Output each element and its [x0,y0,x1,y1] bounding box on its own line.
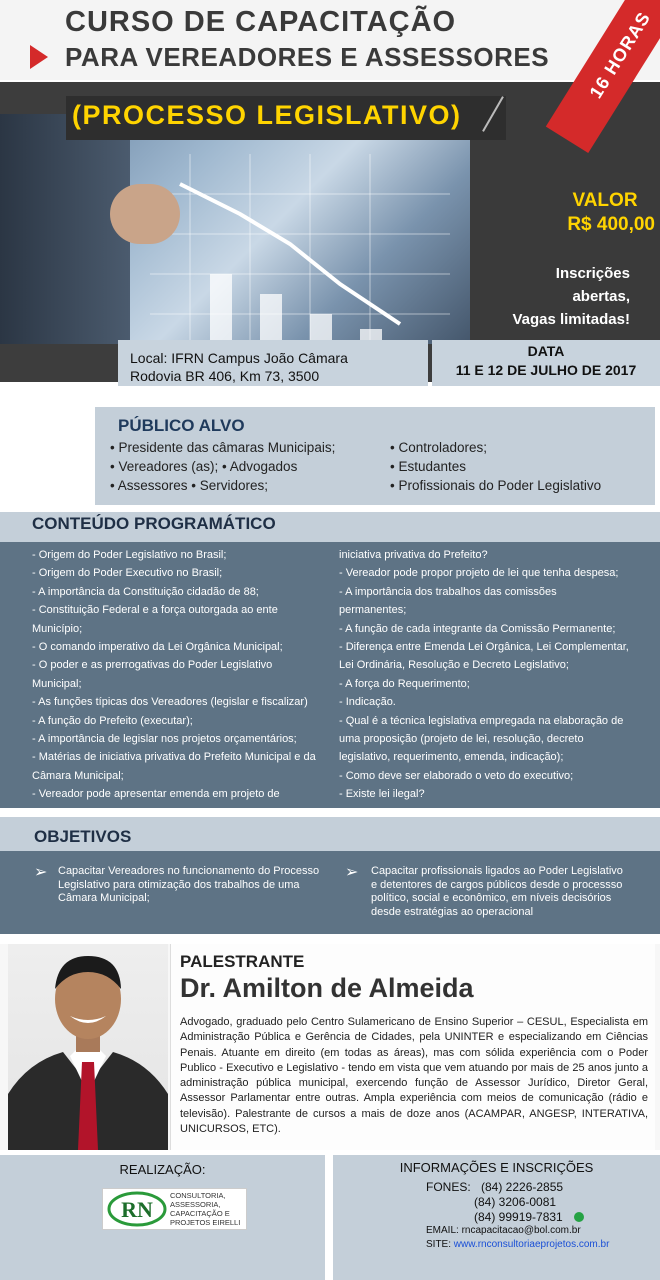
program-content-item: Câmara Municipal; [32,769,124,782]
program-content-item: legislativo, requerimento, emenda, indicação); [339,751,564,764]
objective-item: Capacitar Vereadores no funcionamento do Processo Legislativo para otimização dos trabalhos de uma Câmara Municipal; [58,865,320,905]
phone-number[interactable]: (84) 99919-7831 [474,1210,563,1224]
speaker-bio: Advogado, graduado pelo Centro Sulamericano de Ensino Superior – CESUL, Especialista em Administração Pública e Gerência de Cidades, pela UNINTER e especializando em Ciências Penais. Atuante em direito (em todas as áreas), mas com sólida experiência com o Poder Publico - Executivo e Legislativo - tendo em vista que vem atuando por mais de 25 anos junto a administração pública municipal, exercendo função de Assessor Jurídico, Diretor Geral, Assessor Parlamentar entre outras. Ampla experiência com meios de comunicação (rádio e televisão). Palestrante de cursos a mais de doze anos (ACAMPAR, ANGESP, INTERATIVA, UNICURSOS, ETC). [180,1016,648,1136]
site-link[interactable]: www.rnconsultoriaeprojetos.com.br [453,1239,610,1250]
location-line2: Rodovia BR 406, Km 73, 3500 [130,368,320,384]
phone-number[interactable]: (84) 3206-0081 [474,1195,557,1209]
hours-ribbon-label: 16 HORAS [585,7,655,102]
program-content-item: uma proposição (projeto de lei, resolução, decreto [339,733,584,745]
registration-notice [470,262,630,331]
site-line [426,1239,609,1250]
contact-label: INFORMAÇÕES E INSCRIÇÕES [399,1160,594,1175]
program-content-item: - O poder e as prerrogativas do Poder Legislativo [32,659,273,672]
program-content-item: - A importância de legislar nos projetos orçamentários; [32,733,297,745]
company-logo-text: CONSULTORIA, ASSESSORIA, CAPACITAÇÃO E PROJETOS EIRELLI [170,1191,241,1227]
businessman-sleeve [0,114,130,344]
red-arrow-icon [30,45,48,69]
speaker-photo [8,944,168,1150]
program-content-item: iniciativa privativa do Prefeito? [339,549,488,561]
program-content-item: - O comando imperativo da Lei Orgânica Municipal; [32,641,283,653]
program-content-item: Municipal; [32,677,82,690]
date-value: 11 E 12 DE JULHO DE 2017 [455,362,637,378]
arrow-bullet-icon: ➢ [345,864,359,881]
business-chart-photo [0,114,470,344]
email-address[interactable]: rncapacitacao@bol.com.br [461,1225,581,1236]
email-line [426,1225,581,1236]
site-label: SITE: [426,1239,452,1250]
program-content-item: - Existe lei ilegal? [339,788,425,801]
speaker-portrait-icon [8,944,168,1150]
program-content-item: - Vereador pode apresentar emenda em projeto de [32,788,280,801]
objective-item: Capacitar profissionais ligados ao Poder Legislativo e detentores de cargos públicos desde o processso político, social e econômico, em níveis decisórios desde estratégias ao operacional [371,865,623,918]
location-line1: Local: IFRN Campus João Câmara [130,350,348,366]
email-label: EMAIL: [426,1225,459,1236]
rn-logo-mark: RN [121,1197,153,1222]
program-content-item: - A função de cada integrante da Comissão Permanente; [339,622,616,635]
audience-item: • Vereadores (as); • Advogados [110,459,298,474]
program-content-item: - Constituição Federal e a força outorgada ao ente [32,604,278,617]
arrow-bullet-icon: ➢ [34,864,48,881]
rn-logo-icon [107,1190,167,1228]
phones-label: FONES: [426,1180,471,1194]
program-content-item: Município; [32,622,83,635]
price-label: VALOR [572,190,638,211]
program-content-item: - A força do Requerimento; [339,677,470,690]
audience-item: • Estudantes [390,459,467,474]
program-content-item: - Como deve ser elaborado o veto do executivo; [339,769,574,782]
program-content-item: Lei Ordinária, Resolução e Decreto Legislativo; [339,659,569,672]
registration-line3: Vagas limitadas! [512,311,630,328]
whatsapp-icon [574,1212,584,1222]
program-content-item: - Indicação. [339,696,396,709]
organizer-label: REALIZAÇÃO: [119,1162,206,1177]
date-label: DATA [527,343,565,359]
objectives-title: OBJETIVOS [34,827,132,846]
program-content-title: CONTEÚDO PROGRAMÁTICO [32,514,276,533]
speaker-name: Dr. Amilton de Almeida [180,973,474,1003]
program-content-item: - Matérias de iniciativa privativa do Prefeito Municipal e da [32,751,316,764]
phone-number[interactable]: (84) 2226-2855 [481,1180,564,1194]
program-content-item: - Vereador pode propor projeto de lei que tenha despesa; [339,567,619,580]
course-title-line2: PARA VEREADORES E ASSESSORES [65,42,550,72]
audience-item: • Profissionais do Poder Legislativo [390,478,602,493]
course-subtitle: (PROCESSO LEGISLATIVO) [72,100,462,130]
program-content-item: - Origem do Poder Executivo no Brasil; [32,567,223,580]
program-content-item: - Qual é a técnica legislativa empregada na elaboração de [339,714,624,727]
speaker-label: PALESTRANTE [180,952,305,971]
program-content-item: - Diferença entre Emenda Lei Orgânica, Lei Complementar, [339,641,629,653]
program-content-item: - A importância dos trabalhos das comissões [339,585,557,598]
program-content-item: - A função do Prefeito (executar); [32,714,193,727]
target-audience-title: PÚBLICO ALVO [118,416,245,435]
registration-line2: abertas, [572,288,630,305]
audience-item: • Presidente das câmaras Municipais; [110,440,336,455]
program-content-item: - Origem do Poder Legislativo no Brasil; [32,549,227,561]
audience-item: • Controladores; [390,440,488,455]
audience-item: • Assessores • Servidores; [110,478,269,493]
program-content-item: - A importância da Constituição cidadão de 88; [32,585,259,598]
program-content-item: permanentes; [339,604,407,617]
course-title-line1: CURSO DE CAPACITAÇÃO [65,6,457,38]
price-value: R$ 400,00 [567,214,655,235]
program-content-item: - As funções típicas dos Vereadores (legislar e fiscalizar) [32,696,308,709]
businessman-hand [110,184,180,244]
registration-line1: Inscrições [555,265,630,282]
